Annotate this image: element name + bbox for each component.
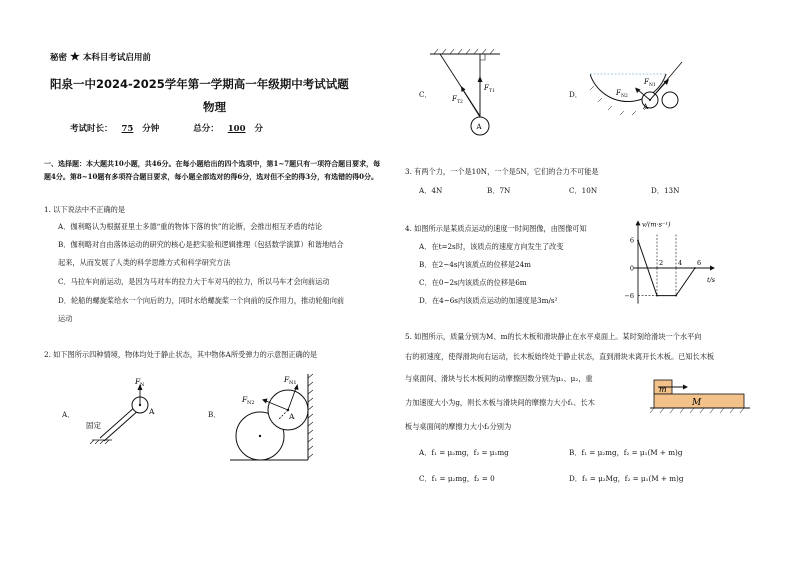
fn1-sub-d: N1	[649, 83, 656, 88]
q5-option-d: D．f₁ = μ₂Mg，f₂ = μ₁(M + m)g	[569, 474, 684, 483]
q2-figure-b	[230, 372, 330, 462]
fn-sub: N	[140, 382, 145, 388]
body-label-a: A	[149, 407, 155, 416]
fixed-label: 固定	[86, 421, 101, 430]
data-point	[675, 295, 677, 297]
block-m-label: m	[659, 385, 667, 394]
ft2-sub: T2	[457, 100, 463, 105]
exam-subject: 物理	[203, 100, 226, 114]
body-label-d: A	[643, 103, 649, 111]
q3-option-d: D．13N	[651, 186, 680, 195]
fn2-sub: N2	[247, 400, 255, 406]
section1-intro: 一、选择题：本大题共10小题，共46分。在每小题给出的四个选项中，第1~7题只有一项符合题目要求，每题4分。第8~10题有多项符合题目要求，每小题全部选对的得6分，选对但不全的得3分，有选错的得0分。	[44, 159, 381, 181]
star-icon: ★	[69, 50, 80, 63]
q4-option-a: A．在t=2s时，该质点的速度方向发生了改变	[419, 242, 564, 251]
x-axis-arrow	[710, 266, 715, 271]
y-axis-label: v/(m·s⁻¹)	[642, 220, 671, 229]
q2-label-d: D．	[569, 90, 582, 99]
fn-label: F	[135, 377, 141, 386]
q3-stem: 3. 有两个力，一个是10N，一个是5N，它们的合力不可能是	[405, 167, 599, 176]
q2-label-a: A．	[62, 410, 75, 419]
q2-figure-a	[78, 372, 178, 444]
x-tick-label: 2	[659, 259, 664, 267]
q3-option-a: A．4N	[419, 186, 443, 195]
x-tick-label: 6	[697, 259, 702, 267]
fn1-label-d: F	[644, 78, 649, 86]
y-tick-label: −6	[624, 291, 634, 300]
q1-option-d-cont: 运动	[58, 314, 73, 323]
q4-option-b: B．在2~4s内该质点的位移是24m	[419, 260, 531, 269]
time-label: 考试时长：	[70, 124, 113, 134]
q1-option-a: A．伽利略认为根据亚里士多德“重的物体下落的快”的论断，会推出相互矛盾的结论	[58, 222, 323, 231]
q4-option-c: C．在0~2s内该质点的位移是6m	[419, 278, 527, 287]
body-label-c: A	[476, 123, 482, 131]
q5-stem-1: 5. 如图所示，质量分别为M、m的长木板和滑块静止在水平桌面上。某时刻给滑块一个水平向	[405, 332, 702, 341]
confidential-line	[50, 52, 151, 63]
y-tick-label: 0	[629, 264, 634, 273]
score-unit: 分	[254, 124, 263, 134]
q5-stem-3: 与桌面间、滑块与长木板间的动摩擦因数分别为μ₁、μ₂，重	[405, 374, 593, 383]
ft1-sub: T1	[489, 89, 495, 94]
q2-figure-d	[590, 56, 690, 122]
q2-label-b: B．	[208, 410, 221, 419]
data-point	[656, 295, 658, 297]
exam-info	[70, 124, 263, 134]
fn2-label: F	[242, 395, 248, 404]
q5-stem-4: 力加速度大小为g，则长木板与滑块间的摩擦力大小f₁、长木	[405, 398, 595, 407]
q1-option-c: C．马拉车向前运动，是因为马对车的拉力大于车对马的拉力，所以马车才会向前运动	[58, 277, 330, 286]
data-point	[637, 240, 639, 242]
score-label: 总分：	[193, 124, 219, 134]
y-tick-label: 6	[629, 236, 634, 245]
q2-stem: 2. 如下图所示四种情境，物体均处于静止状态，其中物体A所受弹力的示意图正确的是	[44, 350, 318, 359]
x-axis-label: t/s	[707, 276, 716, 284]
secret-rest: 本科目考试启用前	[82, 53, 151, 63]
q5-option-c: C．f₁ = μ₂mg，f₂ = 0	[419, 474, 495, 483]
time-value: 75	[121, 124, 134, 134]
secret-label: 秘密	[50, 53, 68, 63]
ft2-label: F	[452, 95, 457, 103]
velocity-arrow-head	[683, 385, 688, 390]
fn1-sub: N1	[289, 380, 297, 386]
fn2-sub-d: N2	[621, 94, 628, 99]
board-M-label: M	[692, 398, 702, 408]
q5-stem-5: 板与桌面间的摩擦力大小f₂分别为	[405, 422, 512, 431]
ft1-label: F	[484, 84, 489, 92]
q4-stem: 4. 如图所示是某质点运动的速度一时间图像，由图像可知	[405, 224, 587, 233]
q5-figure	[650, 376, 750, 422]
q4-option-d: D．在4~6s内该质点运动的加速度是3m/s²	[419, 296, 558, 305]
q1-option-d: D．轮船的螺旋桨给水一个向后的力，同时水给螺旋桨一个向前的反作用力，推动轮船向前	[58, 296, 345, 305]
x-tick-label: 4	[678, 259, 683, 267]
q2-figure-c	[430, 44, 510, 136]
q1-option-b-cont: 起来，从而发展了人类的科学思维方式和科学研究方法	[58, 258, 231, 267]
time-unit: 分钟	[142, 124, 160, 134]
q1-stem: 1. 以下说法中不正确的是	[44, 205, 126, 214]
q5-option-b: B．f₁ = μ₂mg，f₂ = μ₁(M + m)g	[569, 448, 683, 457]
exam-title: 阳泉一中2024-2025学年第一学期高一年级期中考试试题	[50, 77, 349, 91]
q1-option-b: B．伽利略对自由落体运动的研究的核心是把实验和逻辑推理（包括数学演算）和谐地结合	[58, 240, 344, 249]
q2-label-c: C．	[419, 90, 432, 99]
fn2-label-d: F	[616, 89, 621, 97]
q5-option-a: A．f₁ = μ₂mg，f₂ = μ₁mg	[419, 448, 509, 457]
data-point	[694, 267, 696, 269]
body-label-b: A	[289, 412, 295, 421]
q3-option-b: B．7N	[487, 186, 511, 195]
y-axis-arrow	[636, 220, 641, 225]
vt-chart	[622, 220, 752, 308]
score-value: 100	[227, 124, 246, 134]
q3-option-c: C．10N	[569, 186, 598, 195]
q5-stem-2: 右的初速度，使得滑块向右运动，长木板始终处于静止状态，直到滑块未离开长木板。已知长木板	[405, 352, 715, 361]
fn1-label: F	[284, 375, 290, 384]
